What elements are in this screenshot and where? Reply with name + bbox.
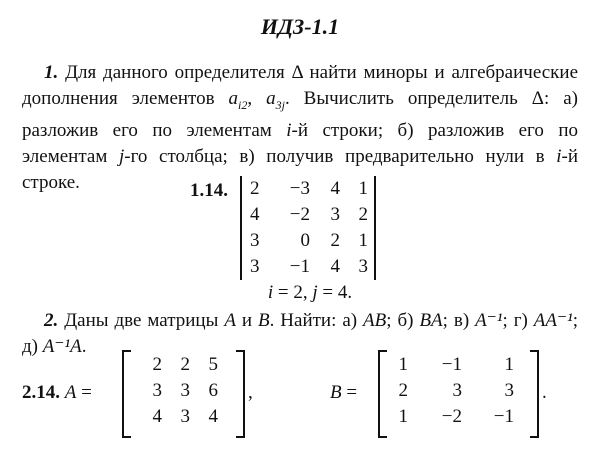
matrix-a-cell: 6 [208, 380, 218, 401]
ij-values: i = 2, j = 4. [267, 282, 353, 303]
matrix-a-cell: 2 [152, 354, 162, 375]
elem2: $a_{3j}$ [266, 88, 285, 112]
determinant-cell: 4 [330, 256, 340, 277]
task1-number: 1. [44, 62, 59, 83]
determinant-cell: −3 [289, 178, 310, 199]
determinant-row [250, 254, 368, 280]
determinant-cell: −1 [289, 256, 310, 277]
matrix-a-cell: 5 [208, 354, 218, 375]
matrix-a [134, 352, 218, 430]
matrix-b-left-bracket [378, 350, 387, 438]
determinant-cell: 2 [358, 204, 368, 225]
matrix-b-right-bracket [530, 350, 539, 438]
matrix-a-right-bracket [236, 350, 245, 438]
matrix-a-cell: 2 [180, 354, 190, 375]
determinant-table [250, 176, 368, 280]
matrix-b-cell: −1 [493, 406, 514, 427]
matrix-a-row [134, 404, 218, 430]
matrix-a-row [134, 378, 218, 404]
determinant-cell: 4 [250, 204, 260, 225]
elem1: $a_{i2}$ [228, 88, 248, 112]
task1-text: 1. Для данного определителя Δ найти миноры и алгебраические дополнения элементов $a_{i2}$, $a_{3j}$. Вычислить определитель Δ: а) разложив его по элементам i-й строки; б) разложив его по элементам j-го столбца; в) получив предварительно нули в i-й строке. [22, 62, 579, 193]
matrix-a-cell: 4 [208, 406, 218, 427]
determinant-row [250, 228, 368, 254]
determinant-cell: 0 [300, 230, 310, 251]
matrix-b-cell: 1 [504, 354, 514, 375]
matrix-b-cell: 3 [504, 380, 514, 401]
matrix-a-cell: 3 [180, 406, 190, 427]
determinant-cell: 3 [250, 230, 260, 251]
matrix-a-row [134, 352, 218, 378]
task1-text-a: Для данного определителя Δ найти миноры и алгебраические дополнения элементов [22, 62, 578, 109]
determinant-row [250, 202, 368, 228]
determinant-cell: −2 [289, 204, 310, 225]
task2-text: 2. Даны две матрицы A и B. Найти: а) AB; б) BA; в) A⁻¹; г) AA⁻¹; д) A⁻¹A. [22, 310, 579, 357]
determinant-cell: 1 [358, 230, 368, 251]
task1-text-e: -й строке. [22, 145, 578, 193]
matrix-b-cell: −2 [441, 406, 462, 427]
determinant-cell: 2 [250, 178, 260, 199]
task1-text-d: -го столбца; в) получив предварительно нули в [124, 145, 557, 167]
determinant-cell: 4 [330, 178, 340, 199]
matrix-b-cell: 2 [398, 380, 408, 401]
matrix-a-cell: 4 [152, 406, 162, 427]
matrix-a-cell: 3 [180, 380, 190, 401]
matrix-a-left-bracket [122, 350, 131, 438]
matrix-a-name: A [64, 382, 77, 403]
determinant-label: 1.14. [190, 180, 228, 201]
matrix-b-cell: 3 [452, 380, 462, 401]
task1-text-b: . Вычислить определитель Δ: а) разложив его по элементам [22, 88, 579, 141]
matrix-b-row [388, 404, 514, 430]
matrices-block: 2.14. A = 2 2 5 3 3 6 4 3 4 , B = 1 −1 1 2 3 3 1 −2 −1 . [22, 350, 582, 440]
task2-number: 2. [44, 310, 59, 331]
matrix-b-cell: −1 [441, 354, 462, 375]
determinant-cell: 3 [250, 256, 260, 277]
matrix-a-cell: 3 [152, 380, 162, 401]
matrices-label: 2.14. [22, 382, 60, 403]
determinant-cell: 2 [330, 230, 340, 251]
matrix-b-row [388, 378, 514, 404]
determinant-cell: 3 [358, 256, 368, 277]
matrix-b-row [388, 352, 514, 378]
matrix-b-cell: 1 [398, 406, 408, 427]
determinant-cell: 3 [330, 204, 340, 225]
matrix-b-cell: 1 [398, 354, 408, 375]
task1-text-c: -й строки; б) разложив его по элементам [22, 119, 578, 167]
page-title: ИДЗ-1.1 [260, 14, 340, 39]
determinant-row [250, 176, 368, 202]
matrix-b-name: B [330, 382, 342, 403]
determinant [240, 176, 376, 280]
determinant-cell: 1 [358, 178, 368, 199]
matrix-b [388, 352, 514, 430]
